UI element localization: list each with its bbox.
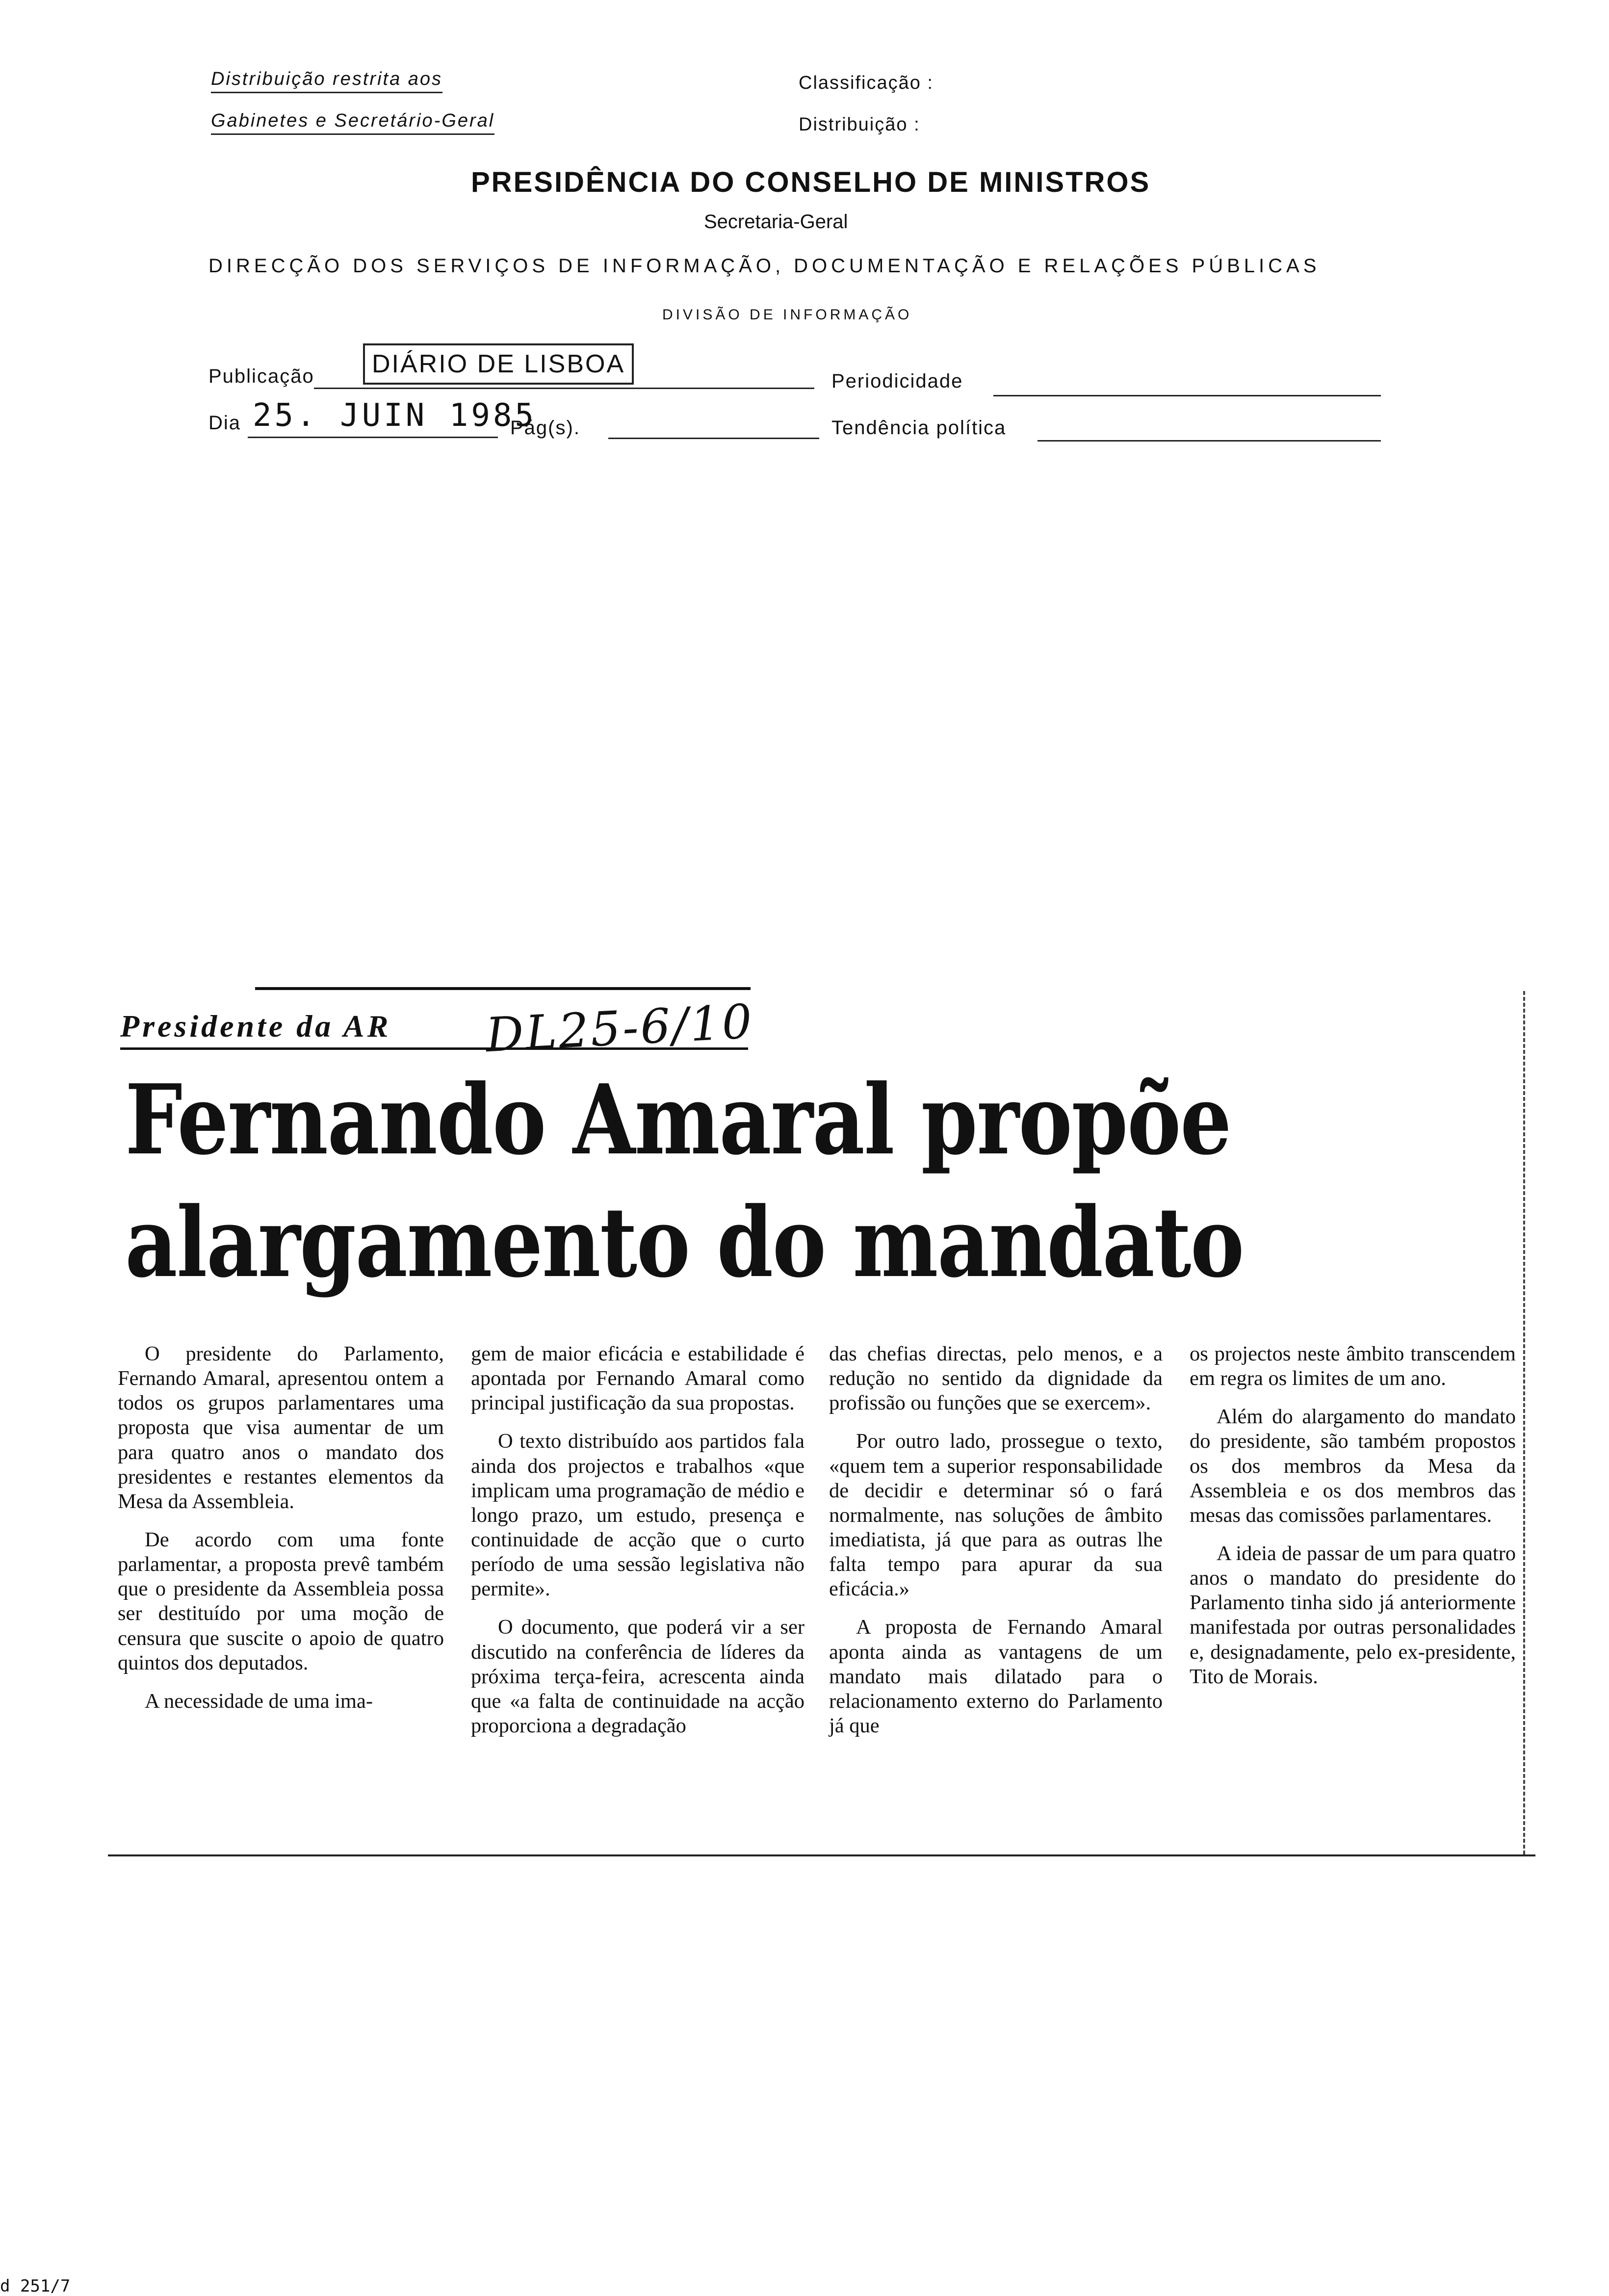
directorate: DIRECÇÃO DOS SERVIÇOS DE INFORMAÇÃO, DOCUMENTAÇÃO E RELAÇÕES PÚBLICAS <box>208 255 1321 277</box>
page-line <box>608 438 819 439</box>
publication-line <box>314 388 814 389</box>
paragraph: O presidente do Parlamento, Fernando Amaral, apresentou ontem a todos os grupos parlamentares uma proposta que visa aumentar de um para quatro anos o mandato dos presidentes e restantes elementos da Mesa da Assembleia. <box>118 1342 444 1513</box>
political-tendency-label: Tendência política <box>831 417 1007 439</box>
paragraph: Além do alargamento do mandato do presidente, são também propostos os dos membros da Mesa da Assembleia e os dos membros das mesas das comissões parlamentares. <box>1190 1405 1516 1527</box>
clipping-bottom-edge <box>108 1854 1535 1856</box>
org-title: PRESIDÊNCIA DO CONSELHO DE MINISTROS <box>471 166 1151 198</box>
paragraph: De acordo com uma fonte parlamentar, a proposta prevê também que o presidente da Assembleia possa ser destituído por uma moção de censura que suscite o apoio de quatro quintos dos deputados. <box>118 1528 444 1674</box>
document-code: d 251/7 <box>0 2276 71 2296</box>
publication-stamp: DIÁRIO DE LISBOA <box>363 343 634 385</box>
article-column-3 <box>829 1342 1163 1738</box>
paragraph: Por outro lado, prossegue o texto, «quem tem a superior responsabilidade de decidir e determinar só o fará normalmente, nas soluções de âmbito imediatista, já que para as outras lhe falta tempo para apurar da sua eficácia.» <box>829 1430 1163 1601</box>
paragraph: gem de maior eficácia e estabilidade é apontada por Fernando Amaral como principal justificação da sua propostas. <box>471 1342 804 1415</box>
headline-line-2: alargamento do mandato <box>125 1186 1244 1299</box>
paragraph: das chefias directas, pelo menos, e a redução no sentido da dignidade da profissão ou funções que se exercem». <box>829 1342 1163 1415</box>
distribution-label: Distribuição : <box>799 114 920 135</box>
distribution-line-2: Gabinetes e Secretário-Geral <box>211 110 494 135</box>
political-tendency-line <box>1038 440 1381 442</box>
periodicity-label: Periodicidade <box>831 370 963 392</box>
page-label: Pág(s). <box>510 417 580 439</box>
paragraph: A necessidade de uma ima- <box>145 1689 373 1713</box>
article-column-1 <box>118 1342 444 1714</box>
periodicity-line <box>993 395 1381 396</box>
day-line <box>248 437 498 438</box>
article-kicker: Presidente da AR <box>120 1009 391 1044</box>
day-label: Dia <box>208 412 241 434</box>
kicker-rule-top <box>255 987 751 990</box>
handwritten-reference: DL25-6/10 <box>484 993 755 1063</box>
classification-label: Classificação : <box>799 73 934 93</box>
paragraph: A ideia de passar de um para quatro anos o mandato do presidente do Parlamento tinha sido já anteriormente manifestada por outras personalidades e, designadamente, pelo ex-presidente, Tito de Morais. <box>1190 1541 1516 1688</box>
article-column-2 <box>471 1342 804 1738</box>
paragraph: O texto distribuído aos partidos fala ainda dos projectos e trabalhos «que implicam uma programação de médio e longo prazo, um estudo, presença e continuidade de acção que o curto período de uma sessão legislativa não permite». <box>471 1430 804 1601</box>
distribution-line-1: Distribuição restrita aos <box>211 69 442 93</box>
publication-label: Publicação <box>208 365 314 387</box>
org-subtitle: Secretaria-Geral <box>704 211 848 233</box>
article-column-4 <box>1190 1342 1516 1689</box>
headline-line-1: Fernando Amaral propõe <box>125 1064 1231 1176</box>
paragraph: os projectos neste âmbito transcendem em regra os limites de um ano. <box>1190 1342 1516 1390</box>
paragraph: O documento, que poderá vir a ser discutido na conferência de líderes da próxima terça-feira, acrescenta ainda que «a falta de continuidade na acção proporciona a degradação <box>471 1616 804 1737</box>
paragraph: A proposta de Fernando Amaral aponta ainda as vantagens de um mandato mais dilatado para o relacionamento externo do Parlamento já que <box>829 1616 1163 1737</box>
division: DIVISÃO DE INFORMAÇÃO <box>662 307 912 323</box>
clipping-right-edge <box>1523 991 1525 1854</box>
day-stamp: 25. JUIN 1985 <box>253 397 537 434</box>
